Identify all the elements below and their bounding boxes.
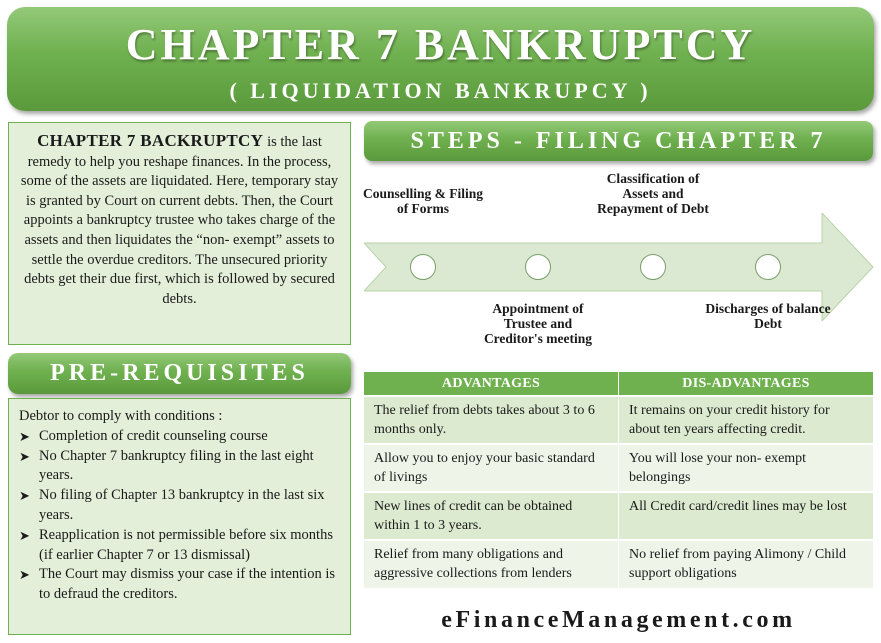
- arrowhead-icon: ➤: [19, 428, 30, 444]
- arrowhead-icon: ➤: [19, 567, 30, 583]
- advantages-header: ADVANTAGES: [364, 372, 619, 396]
- advantage-cell: Allow you to enjoy your basic standard of livings: [364, 444, 619, 492]
- intro-panel: [8, 122, 351, 345]
- step-label-4: Discharges of balance Debt: [705, 301, 831, 331]
- step-marker-4: [755, 254, 781, 280]
- list-item: [19, 526, 340, 566]
- table-row: [364, 396, 873, 444]
- table-row: [364, 492, 873, 540]
- steps-banner: STEPS - FILING CHAPTER 7: [364, 121, 873, 161]
- page-subtitle: ( LIQUIDATION BANKRUPCY ): [229, 78, 652, 103]
- list-item-text: No filing of Chapter 13 bankruptcy in the last six years.: [39, 487, 325, 523]
- disadvantage-cell: You will lose your non- exempt belongings: [619, 444, 874, 492]
- comparison-table: [364, 372, 873, 588]
- disadvantage-cell: No relief from paying Alimony / Child support obligations: [619, 540, 874, 588]
- list-item: [19, 565, 340, 605]
- advantage-cell: Relief from many obligations and aggressive collections from lenders: [364, 540, 619, 588]
- table-row: [364, 444, 873, 492]
- advantage-cell: New lines of credit can be obtained within 1 to 3 years.: [364, 492, 619, 540]
- intro-body: is the last remedy to help you reshape finances. In the process, some of the assets are liquidated. Here, temporary stay is granted by Court on current debts. Then, the Court appoints a bankruptcy trustee who takes charge of the assets and then liquidates the “non- exempt” assets to settle the overdue creditors. The unsecured priority debts get their due first, which is followed by secured debts.: [20, 134, 339, 307]
- arrowhead-icon: ➤: [19, 448, 30, 464]
- prerequisites-banner: PRE-REQUISITES: [8, 353, 351, 394]
- prerequisites-list: [19, 427, 340, 605]
- brand-footer: eFinanceManagement.com: [441, 607, 796, 633]
- arrowhead-icon: ➤: [19, 488, 30, 504]
- advantage-cell: The relief from debts takes about 3 to 6 months only.: [364, 396, 619, 444]
- list-item: [19, 447, 340, 487]
- page-title: CHAPTER 7 BANKRUPTCY: [125, 20, 756, 69]
- table-header-row: [364, 372, 873, 396]
- list-item-text: Completion of credit counseling course: [39, 427, 268, 444]
- intro-heading: CHAPTER 7 BACKRUPTCY: [37, 131, 268, 150]
- step-marker-3: [640, 254, 666, 280]
- list-item-text: The Court may dismiss your case if the intention is to defraud the creditors.: [39, 566, 335, 603]
- step-marker-2: [525, 254, 551, 280]
- disadvantage-cell: It remains on your credit history for about ten years affecting credit.: [619, 396, 874, 444]
- disadvantage-cell: All Credit card/credit lines may be lost: [619, 492, 874, 540]
- list-item: [19, 486, 340, 526]
- list-item: [19, 427, 340, 447]
- step-label-3: Classification of Assets and Repayment of Debt: [597, 171, 709, 216]
- list-item-text: No Chapter 7 bankruptcy filing in the last eight years.: [39, 447, 314, 484]
- table-row: [364, 540, 873, 588]
- prerequisites-intro: Debtor to comply with conditions :: [19, 408, 223, 424]
- step-label-2: Appointment of Trustee and Creditor's meeting: [483, 301, 593, 346]
- disadvantages-header: DIS-ADVANTAGES: [619, 372, 874, 396]
- step-label-1: Counselling & Filing of Forms: [362, 186, 484, 216]
- step-marker-1: [410, 254, 436, 280]
- arrowhead-icon: ➤: [19, 527, 30, 543]
- title-banner: [7, 7, 874, 111]
- list-item-text: Reapplication is not permissible before six months (if earlier Chapter 7 or 13 dismissal): [39, 526, 333, 563]
- prerequisites-panel: [8, 398, 351, 635]
